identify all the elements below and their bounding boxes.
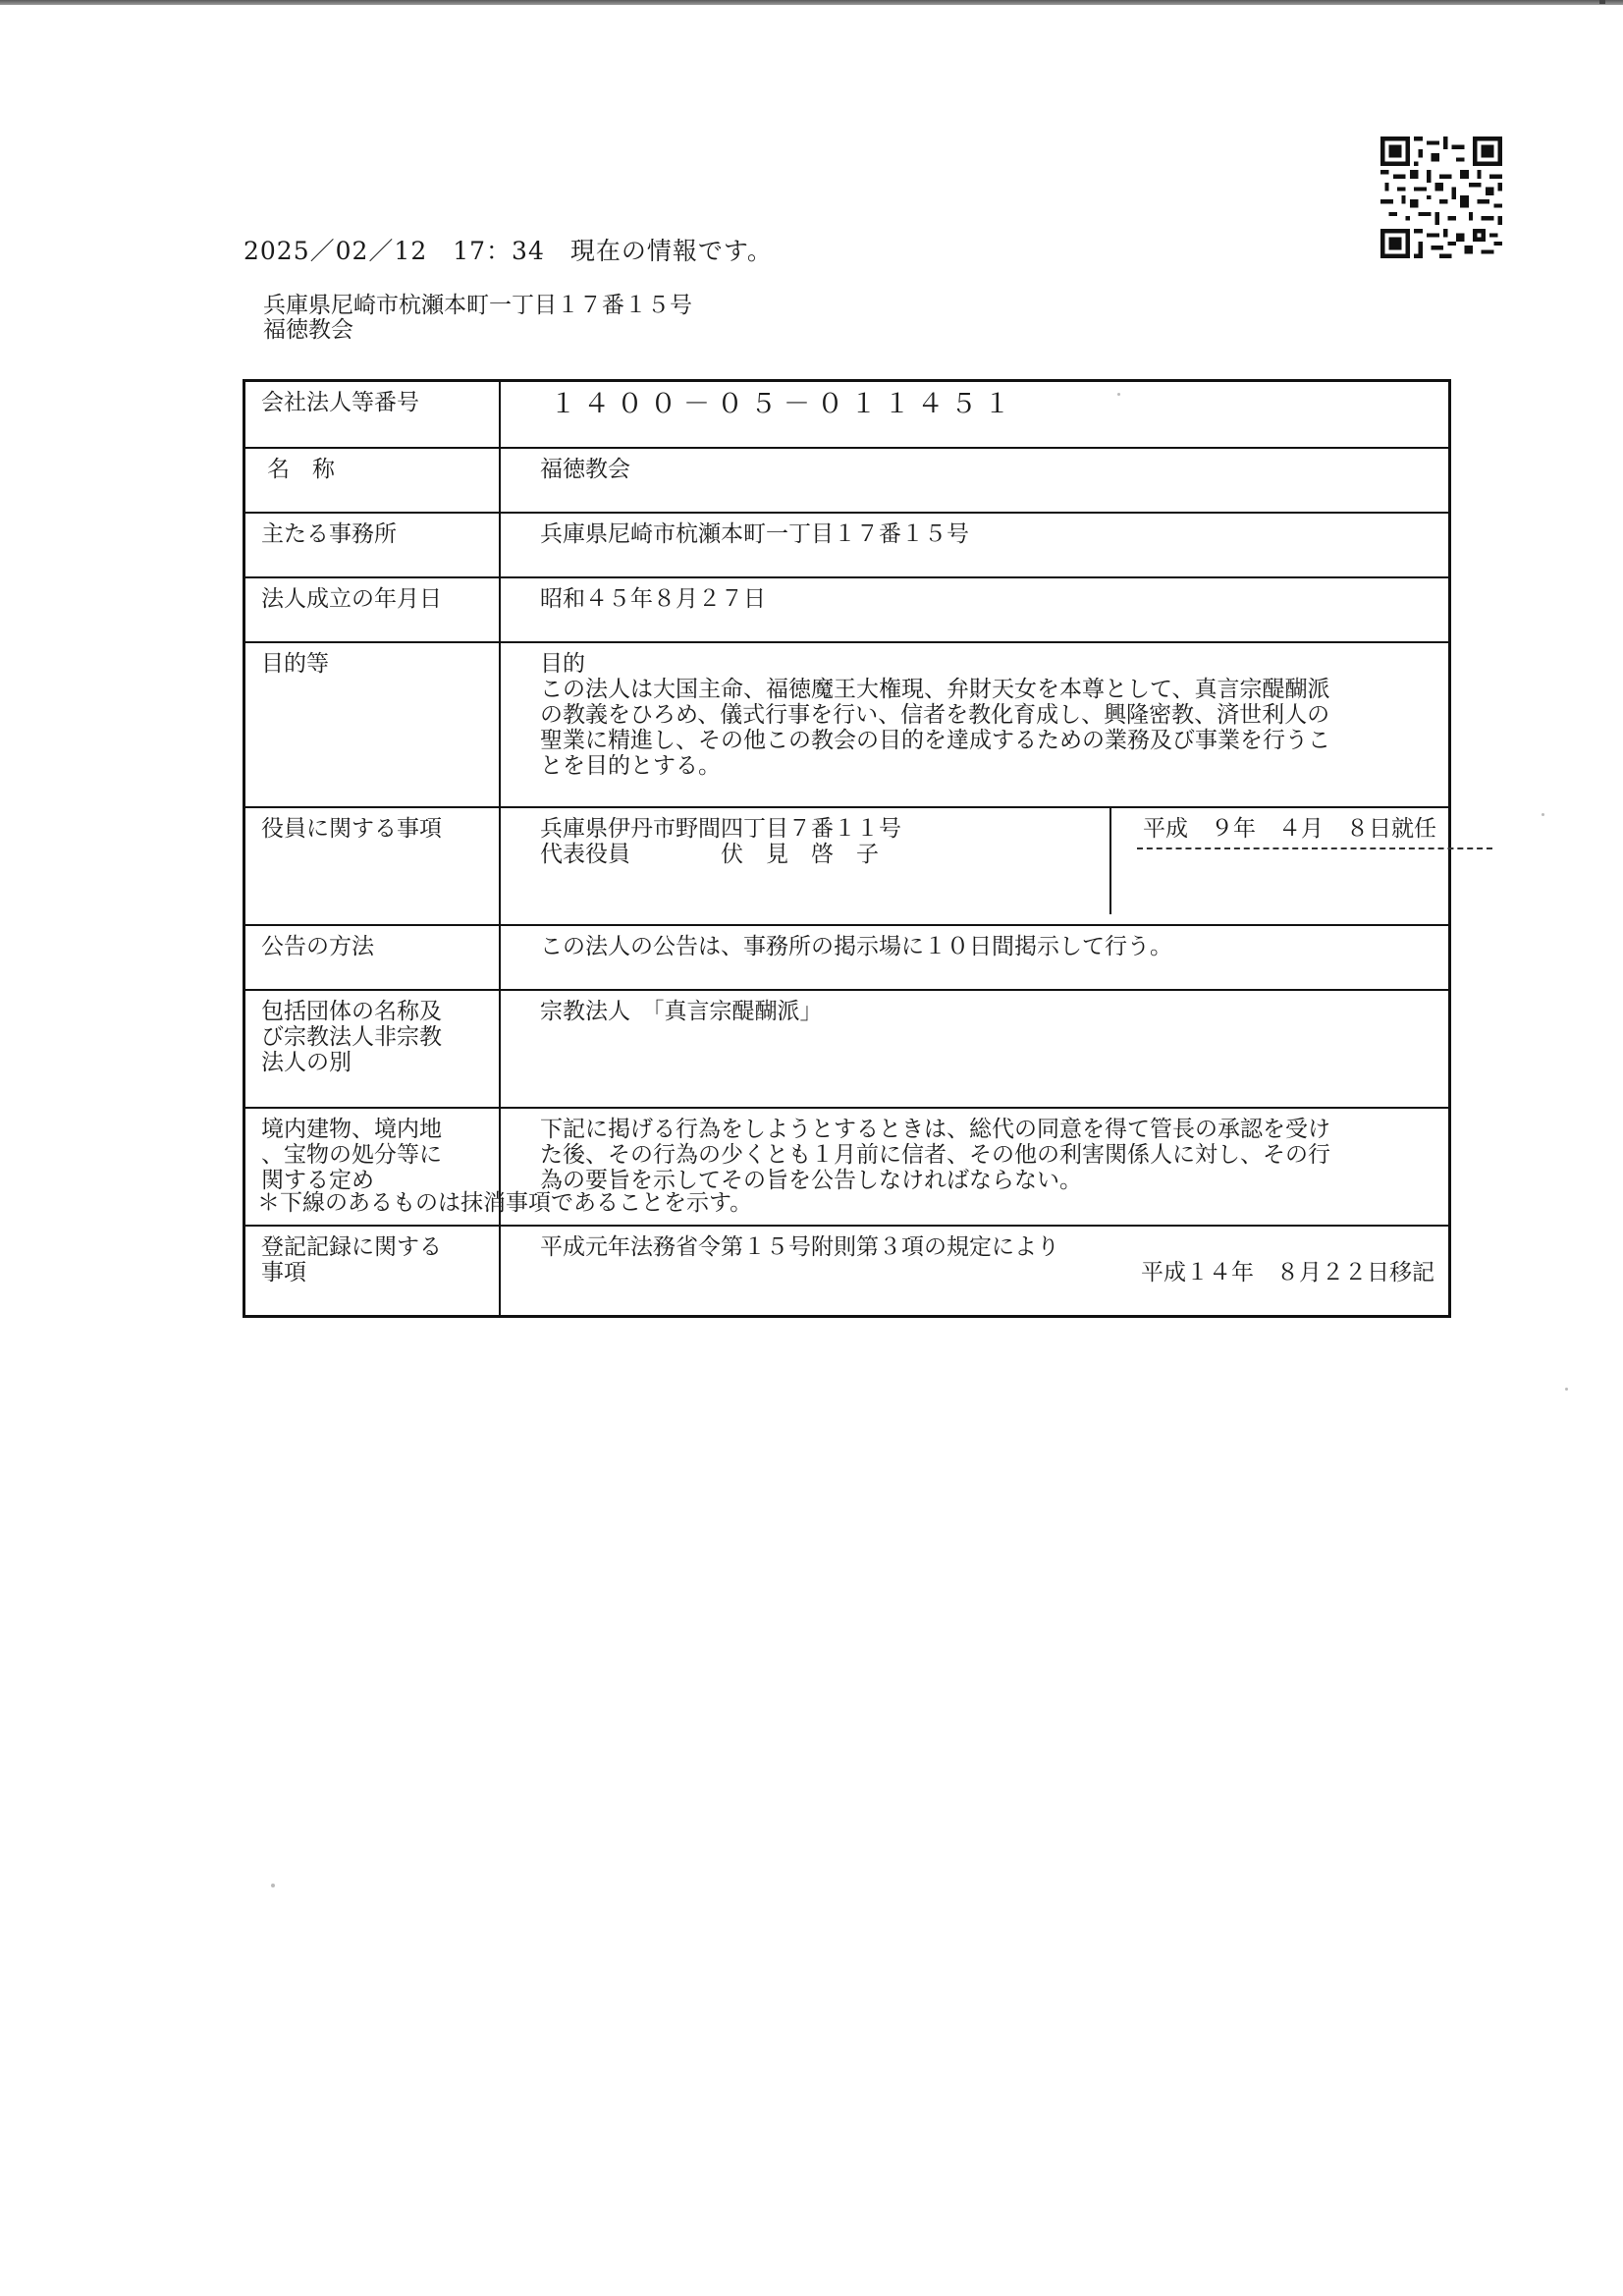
header-address: 兵庫県尼崎市杭瀬本町一丁目１７番１５号 — [263, 293, 692, 318]
purpose-label: 目的等 — [244, 642, 501, 807]
table-row — [244, 513, 1450, 577]
officers-appointment-date: 平成 ９年 ４月 ８日就任 — [1143, 816, 1436, 842]
table-row — [244, 642, 1450, 807]
officers-dashed-line — [1137, 847, 1492, 849]
header-organization-name: 福徳教会 — [263, 317, 353, 343]
officers-label: 役員に関する事項 — [244, 807, 501, 925]
notice-method-label: 公告の方法 — [244, 925, 501, 990]
property-disposal-label: 境内建物、境内地 、宝物の処分等に 関する定め — [244, 1108, 501, 1226]
registry-table — [243, 379, 1451, 1318]
footnote: ＊下線のあるものは抹消事項であることを示す。 — [257, 1190, 753, 1216]
officers-cell — [500, 807, 1450, 925]
scan-speck — [1117, 393, 1120, 396]
scan-speck — [1565, 1388, 1568, 1391]
scan-top-edge — [0, 0, 1623, 5]
registration-value: 平成元年法務省令第１５号附則第３項の規定により — [540, 1234, 1059, 1260]
notice-method-value: この法人の公告は、事務所の掲示場に１０日間掲示して行う。 — [500, 925, 1450, 990]
corporate-number-value: １４００－０５－０１１４５１ — [500, 381, 1450, 449]
table-row — [244, 925, 1450, 990]
table-row — [244, 381, 1450, 449]
officers-value: 兵庫県伊丹市野間四丁目７番１１号 代表役員 伏 見 啓 子 — [540, 816, 901, 867]
qr-code-icon — [1380, 137, 1503, 258]
scan-speck — [1542, 813, 1544, 816]
established-value: 昭和４５年８月２７日 — [500, 577, 1450, 642]
timestamp-line: 2025／02／12 17：34 現在の情報です。 — [243, 237, 773, 265]
main-office-value: 兵庫県尼崎市杭瀬本町一丁目１７番１５号 — [500, 513, 1450, 577]
table-row — [244, 1226, 1450, 1317]
established-label: 法人成立の年月日 — [244, 577, 501, 642]
corporate-number-label: 会社法人等番号 — [244, 381, 501, 449]
property-disposal-value: 下記に掲げる行為をしようとするときは、総代の同意を得て管長の承認を受け た後、その行為の少くとも１月前に信者、その他の利害関係人に対し、その行 為の要旨を示してその旨を公告しなければならない。 — [500, 1108, 1450, 1226]
name-label: 名 称 — [244, 448, 501, 513]
scan-corner-mark — [1599, 0, 1605, 4]
officers-divider — [1109, 808, 1111, 914]
scan-speck — [271, 1884, 275, 1887]
registration-label: 登記記録に関する 事項 — [244, 1226, 501, 1317]
table-row — [244, 448, 1450, 513]
umbrella-org-value: 宗教法人 「真言宗醍醐派」 — [500, 990, 1450, 1108]
name-value: 福徳教会 — [500, 448, 1450, 513]
table-row — [244, 990, 1450, 1108]
purpose-value: 目的 この法人は大国主命、福徳魔王大権現、弁財天女を本尊として、真言宗醍醐派 の教義をひろめ、儀式行事を行い、信者を教化育成し、興隆密教、済世利人の 聖業に精進し、その他この教会の目的を達成するための業務及び事業を行うこ とを目的とする。 — [500, 642, 1450, 807]
umbrella-org-label: 包括団体の名称及 び宗教法人非宗教 法人の別 — [244, 990, 501, 1108]
registration-date: 平成１４年 ８月２２日移記 — [1141, 1260, 1434, 1285]
table-row — [244, 577, 1450, 642]
registration-cell — [500, 1226, 1450, 1317]
main-office-label: 主たる事務所 — [244, 513, 501, 577]
table-row — [244, 807, 1450, 925]
